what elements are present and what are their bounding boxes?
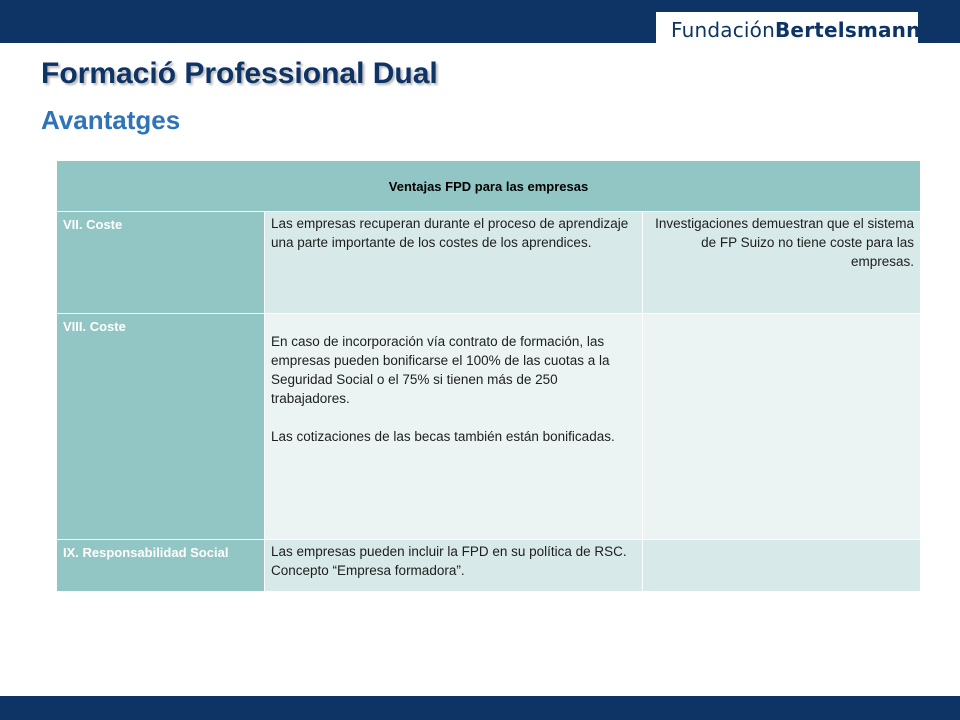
description-paragraph: Las empresas pueden incluir la FPD en su política de RSC. Concepto “Empresa formadora”. [271, 544, 627, 578]
description-paragraph: Las cotizaciones de las becas también están bonificadas. [271, 429, 615, 444]
row-description [265, 314, 643, 540]
advantages-table [56, 160, 921, 592]
row-note [643, 540, 921, 592]
description-paragraph: Las empresas recuperan durante el proceso de aprendizaje una parte importante de los costes de los aprendices. [271, 216, 629, 250]
row-label: VII. Coste [57, 212, 265, 314]
fundacion-bertelsmann-logo [656, 12, 921, 48]
page-subtitle: Avantatges [41, 105, 181, 135]
logo-text [671, 18, 921, 42]
row-note: Investigaciones demuestran que el sistema de FP Suizo no tiene coste para las empresas. [643, 212, 921, 314]
description-paragraph: En caso de incorporación vía contrato de formación, las empresas pueden bonificarse el 100% de las cuotas a la Seguridad Social o el 75% si tienen más de 250 trabajadores. [271, 334, 610, 406]
table-header-row [57, 161, 921, 212]
row-description [265, 212, 643, 314]
table-row [57, 314, 921, 540]
table-header: Ventajas FPD para las empresas [57, 161, 921, 212]
table-row [57, 540, 921, 592]
row-label: IX. Responsabilidad Social [57, 540, 265, 592]
row-note [643, 314, 921, 540]
logo-word-1: Fundación [671, 18, 775, 42]
row-description [265, 540, 643, 592]
logo-word-2: Bertelsmann [774, 18, 921, 42]
table-row [57, 212, 921, 314]
bottom-bar [0, 696, 960, 720]
row-label: VIII. Coste [57, 314, 265, 540]
page-title: Formació Professional Dual [41, 57, 438, 90]
